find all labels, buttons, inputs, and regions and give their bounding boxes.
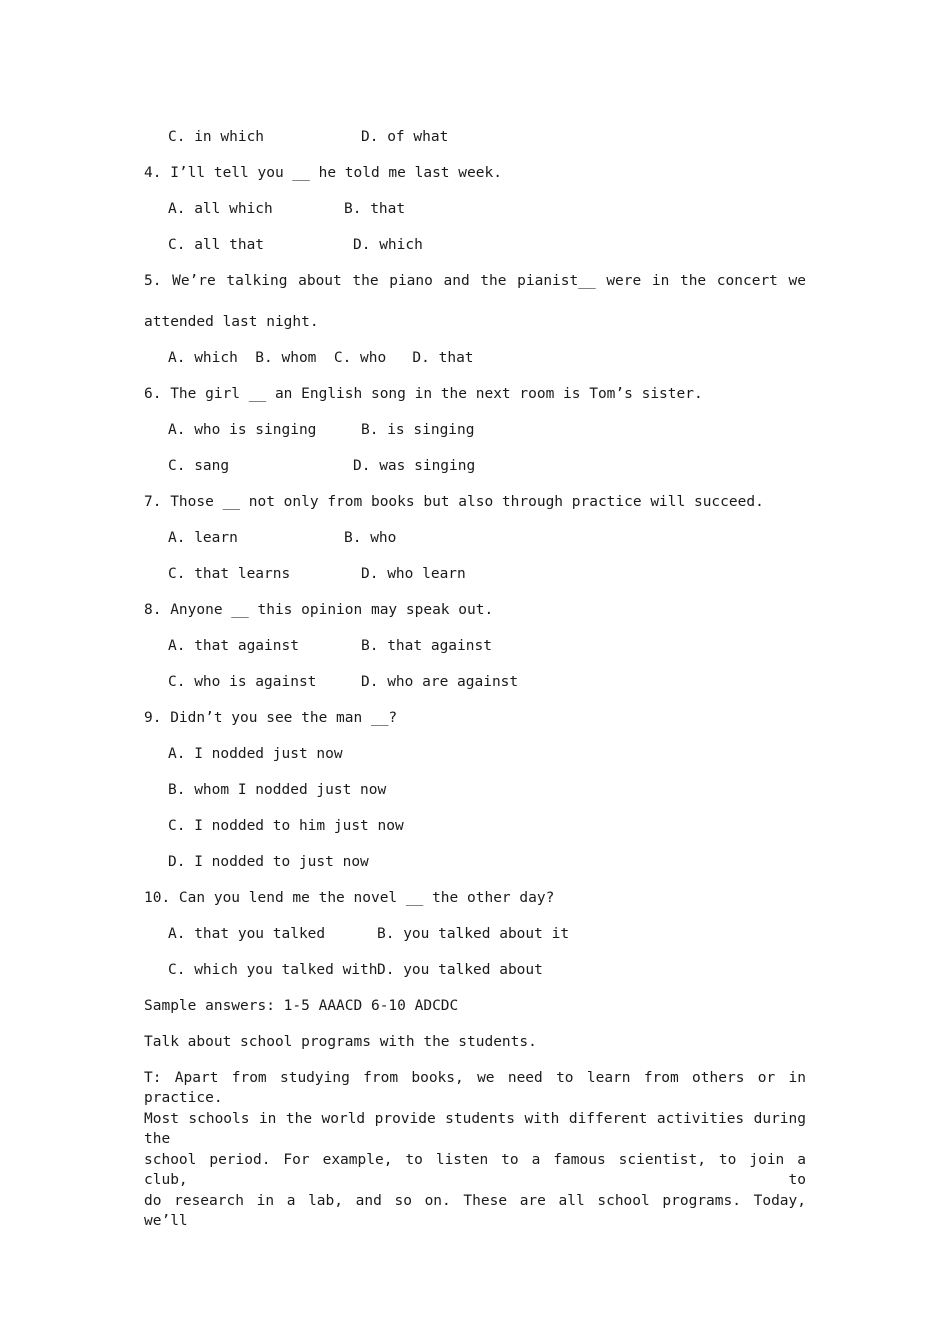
q6-stem: 6. The girl __ an English song in the next room is Tom’s sister.: [144, 386, 703, 402]
q10-stem: 10. Can you lend me the novel __ the other day?: [144, 890, 555, 906]
q10-option-b: B. you talked about it: [377, 926, 570, 942]
q10-option-d: D. you talked about: [377, 962, 543, 978]
teacher-line-4: do research in a lab, and so on. These are all school programs. Today, we’ll: [144, 1193, 806, 1229]
q10-option-a: A. that you talked: [168, 926, 326, 942]
q3-option-c: C. in which: [168, 129, 265, 145]
q7-option-a: A. learn: [168, 530, 238, 546]
q7-option-d: D. who learn: [361, 566, 466, 582]
q6-option-b: B. is singing: [361, 422, 475, 438]
q9-option-a: A. I nodded just now: [168, 746, 343, 762]
q9-stem: 9. Didn’t you see the man __?: [144, 710, 398, 726]
q10-option-c: C. which you talked with: [168, 962, 378, 978]
q8-option-a: A. that against: [168, 638, 299, 654]
q3-option-d: D. of what: [361, 129, 449, 145]
q4-option-c: C. all that: [168, 237, 265, 253]
q7-option-b: B. who: [344, 530, 397, 546]
q9-option-b: B. whom I nodded just now: [168, 782, 387, 798]
teacher-line-1: T: Apart from studying from books, we need to learn from others or in practice.: [144, 1070, 806, 1106]
teacher-line-3: school period. For example, to listen to a famous scientist, to join a club, to: [144, 1152, 806, 1188]
q8-option-d: D. who are against: [361, 674, 519, 690]
q7-option-c: C. that learns: [168, 566, 291, 582]
q8-option-b: B. that against: [361, 638, 492, 654]
teacher-line-2: Most schools in the world provide students with different activities during the: [144, 1111, 806, 1147]
sample-answers: Sample answers: 1-5 AAACD 6-10 ADCDC: [144, 998, 459, 1014]
q7-stem: 7. Those __ not only from books but also through practice will succeed.: [144, 494, 764, 510]
q8-option-c: C. who is against: [168, 674, 317, 690]
q6-option-d: D. was singing: [353, 458, 476, 474]
q5-stem-line2: attended last night.: [144, 314, 319, 330]
q6-option-c: C. sang: [168, 458, 230, 474]
instruction-text: Talk about school programs with the students.: [144, 1034, 537, 1050]
q5-stem-line1: 5. We’re talking about the piano and the pianist__ were in the concert we: [144, 273, 806, 289]
q6-option-a: A. who is singing: [168, 422, 317, 438]
q8-stem: 8. Anyone __ this opinion may speak out.: [144, 602, 494, 618]
q9-option-d: D. I nodded to just now: [168, 854, 369, 870]
q4-option-b: B. that: [344, 201, 406, 217]
q4-stem: 4. I’ll tell you __ he told me last week.: [144, 165, 502, 181]
q4-option-a: A. all which: [168, 201, 273, 217]
q9-option-c: C. I nodded to him just now: [168, 818, 404, 834]
q5-options: A. which B. whom C. who D. that: [168, 350, 474, 366]
q4-option-d: D. which: [353, 237, 423, 253]
